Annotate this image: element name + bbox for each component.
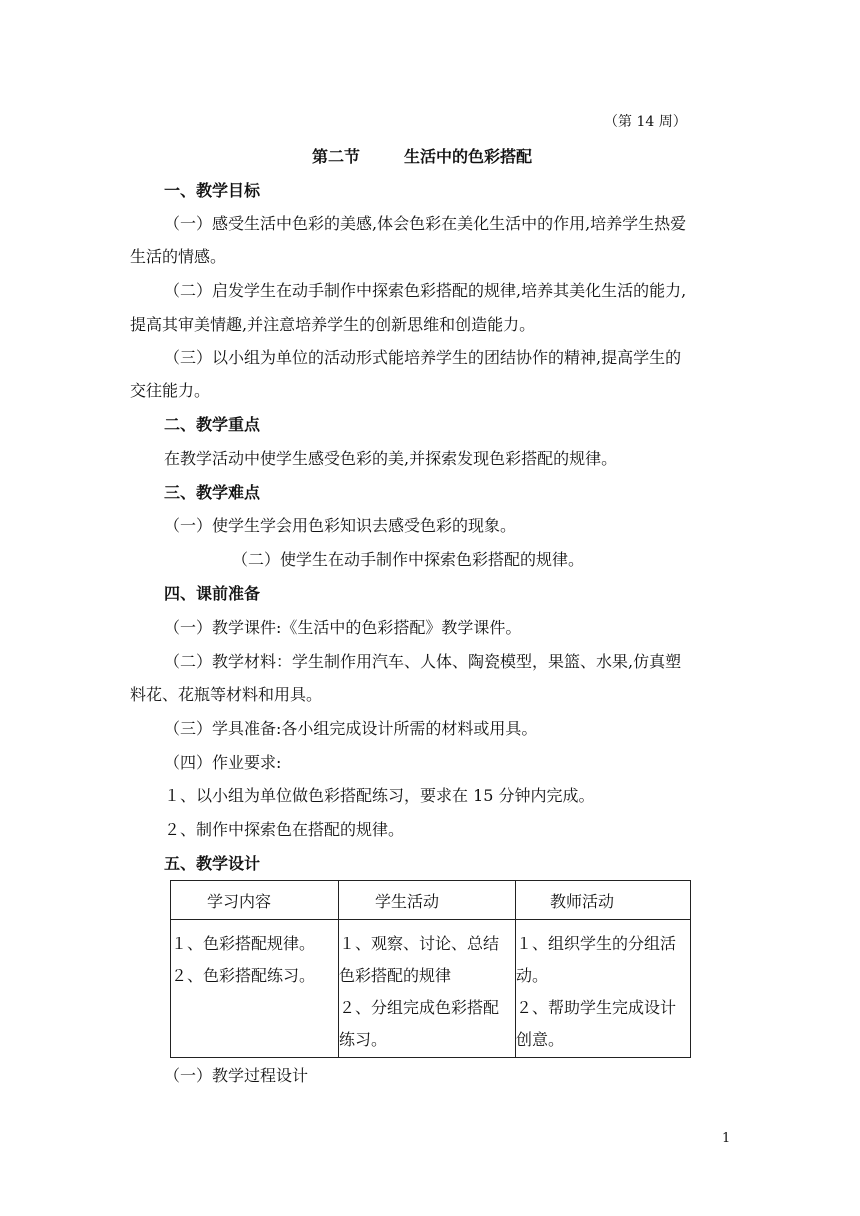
objective-2-line-2: 提高其审美情趣,并注意培养学生的创新思维和创造能力。 <box>130 315 536 334</box>
week-label: （第 14 周） <box>604 114 687 130</box>
objective-1-line-1: （一）感受生活中色彩的美感,体会色彩在美化生活中的作用,培养学生热爱 <box>164 214 687 233</box>
table-cell-student <box>339 920 516 1058</box>
cell-line: １、色彩搭配规律。 <box>171 934 316 953</box>
prep-courseware: （一）教学课件:《生活中的色彩搭配》教学课件。 <box>164 618 522 637</box>
heading-objectives: 一、教学目标 <box>164 181 261 200</box>
heading-key-points: 二、教学重点 <box>164 415 261 434</box>
cell-line: ２、分组完成色彩搭配 <box>339 998 500 1017</box>
cell-line: １、组织学生的分组活 <box>516 934 677 953</box>
cell-line: 创意。 <box>516 1030 565 1049</box>
table-header-cell: 教师活动 <box>516 881 691 920</box>
heading-difficulties: 三、教学难点 <box>164 483 261 502</box>
key-point-text: 在教学活动中使学生感受色彩的美,并探索发现色彩搭配的规律。 <box>164 449 618 468</box>
objective-3-line-1: （三）以小组为单位的活动形式能培养学生的团结协作的精神,提高学生的 <box>164 348 682 367</box>
section-number: 第二节 <box>312 147 361 166</box>
table-header-cell: 学生活动 <box>339 881 516 920</box>
prep-tools: （三）学具准备:各小组完成设计所需的材料或用具。 <box>164 719 538 738</box>
cell-line: 动。 <box>516 966 549 985</box>
cell-line: １、观察、讨论、总结 <box>339 934 500 953</box>
table-cell-content <box>171 920 339 1058</box>
prep-materials-line-2: 料花、花瓶等材料和用具。 <box>130 685 323 704</box>
cell-line: 练习。 <box>339 1030 388 1049</box>
difficulty-1: （一）使学生学会用色彩知识去感受色彩的现象。 <box>164 516 517 535</box>
homework-item-2: ２、制作中探索色在搭配的规律。 <box>164 820 405 839</box>
objective-1-line-2: 生活的情感。 <box>130 247 227 266</box>
objective-2-line-1: （二）启发学生在动手制作中探索色彩搭配的规律,培养其美化生活的能力, <box>164 281 687 300</box>
process-design-heading: （一）教学过程设计 <box>164 1066 309 1085</box>
section-title: 生活中的色彩搭配 <box>404 147 533 166</box>
difficulty-2: （二）使学生在动手制作中探索色彩搭配的规律。 <box>232 550 585 569</box>
cell-line: 色彩搭配的规律 <box>339 966 452 985</box>
table-cell-teacher <box>516 920 691 1058</box>
design-table <box>170 880 691 1058</box>
page-title <box>312 147 532 167</box>
homework-item-1: １、以小组为单位做色彩搭配练习，要求在 15 分钟内完成。 <box>164 786 595 805</box>
page-number: 1 <box>722 1131 731 1146</box>
heading-preparation: 四、课前准备 <box>164 584 261 603</box>
objective-3-line-2: 交往能力。 <box>130 381 211 400</box>
cell-line: ２、色彩搭配练习。 <box>171 966 316 985</box>
heading-design: 五、教学设计 <box>164 854 261 873</box>
table-row <box>171 920 691 1058</box>
cell-line: ２、帮助学生完成设计 <box>516 998 677 1017</box>
prep-homework-heading: （四）作业要求: <box>164 753 282 772</box>
table-header-row <box>171 881 691 920</box>
prep-materials-line-1: （二）教学材料：学生制作用汽车、人体、陶瓷模型，果篮、水果,仿真塑 <box>164 652 682 671</box>
table-header-cell: 学习内容 <box>171 881 339 920</box>
